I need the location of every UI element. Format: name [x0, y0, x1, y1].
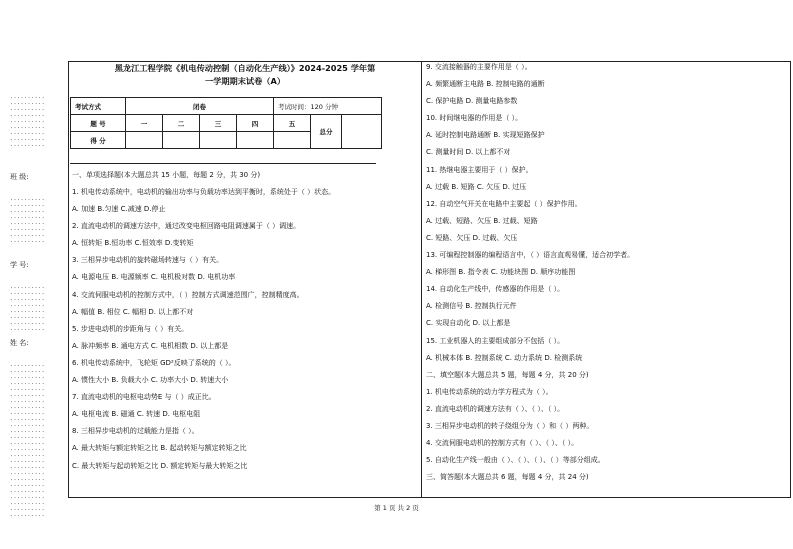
exam-title [70, 62, 420, 88]
score-table [70, 97, 382, 149]
title-line-1: 黑龙江工程学院《机电传动控制（自动化生产线）》2024-2025 学年第 [114, 63, 376, 73]
question-line: 1. 机电传动系统的动力学方程式为（ ）。 [426, 387, 553, 396]
binding-dots-top: .......... .......... .......... .......... .......... .......... .......... .......... .......... [10, 94, 46, 148]
section-rule [70, 163, 376, 164]
question-line: 5. 步进电动机的步距角与（ ）有关。 [72, 324, 189, 333]
question-line: 7. 直流电动机的电枢电动势E 与（ ）成正比。 [72, 393, 216, 402]
question-line: A. 梯形图 B. 指令表 C. 功能块图 D. 顺序功能图 [426, 268, 576, 277]
column-1: 一 [126, 115, 163, 132]
question-line: 6. 机电传动系统中，飞轮矩 GD²反映了系统的（ ）。 [72, 358, 236, 367]
question-line: 4. 交流伺服电动机的控制方式有（ ）、（ ）、（ ）。 [426, 439, 579, 448]
question-line: A. 幅值 B. 相位 C. 幅相 D. 以上都不对 [72, 307, 194, 316]
question-line: A. 过载 B. 短路 C. 欠压 D. 过压 [426, 182, 527, 191]
score-label: 得 分 [71, 132, 126, 149]
question-line: 4. 交流伺服电动机的控制方式中，（ ）控制方式调速范围广，控制精度高。 [72, 290, 304, 299]
column-4: 四 [237, 115, 274, 132]
column-5: 五 [274, 115, 311, 132]
question-line: A. 最大转矩与额定转矩之比 B. 起动转矩与额定转矩之比 [72, 444, 247, 453]
section-2-heading: 二、填空题(本大题总共 5 题，每题 4 分，共 20 分) [426, 370, 589, 379]
question-line: 2. 直流电动机的调速方法中，通过改变电枢回路电阻调速属于（ ）调速。 [72, 222, 301, 231]
score-cell-1[interactable] [126, 132, 163, 149]
question-line: A. 频繁通断主电路 B. 控制电路的通断 [426, 80, 545, 89]
score-cell-3[interactable] [200, 132, 237, 149]
question-line: A. 检测信号 B. 控制执行元件 [426, 302, 517, 311]
student-id-label: 学 号: [10, 261, 29, 269]
question-line: C. 保护电路 D. 测量电路参数 [426, 97, 518, 106]
question-line: A. 过载、短路、欠压 B. 过载、短路 [426, 216, 538, 225]
exam-time: 考试时间：120 分钟 [274, 98, 382, 115]
column-3: 三 [200, 115, 237, 132]
question-line: 10. 时间继电器的作用是（ ）。 [426, 114, 523, 123]
score-cell-4[interactable] [237, 132, 274, 149]
question-line: C. 测量时间 D. 以上都不对 [426, 148, 511, 157]
question-line: A. 加速 B.匀速 C.减速 D.停止 [72, 205, 166, 214]
question-line: 11. 热继电器主要用于（ ）保护。 [426, 165, 533, 174]
section-3-heading: 三、简答题(本大题总共 6 题，每题 4 分，共 24 分) [426, 473, 589, 482]
page-footer: 第 1 页 共 2 页 [374, 504, 419, 512]
binding-dots-3: .......... .......... .......... .......... .......... .......... .......... .......... [10, 284, 46, 332]
total-label: 总分 [311, 115, 342, 149]
question-line: C. 短路、欠压 D. 过载、欠压 [426, 233, 518, 242]
question-line: 9. 交流接触器的主要作用是（ ）。 [426, 63, 532, 71]
section-1-heading: 一、单项选择题(本大题总共 15 小题，每题 2 分，共 30 分) [72, 171, 261, 179]
binding-dots-bottom: .......... .......... .......... .......... .......... .......... .......... .......... .......... .......... .......... .......... .......... .......... .......... .......... .......... .......... .......... .......... .......... .......... .......... .......... .......... .......... [10, 362, 46, 518]
question-line: 3. 三相异步电动机的旋转磁场转速与（ ）有关。 [72, 256, 224, 265]
question-line: A. 惯性大小 B. 负载大小 C. 功率大小 D. 转速大小 [72, 376, 229, 385]
title-line-2: 一学期期末试卷（A） [204, 76, 286, 86]
question-line: 12. 自动空气开关在电路中主要起（ ）保护作用。 [426, 199, 582, 208]
question-number-label: 题 号 [71, 115, 126, 132]
question-line: C. 实现自动化 D. 以上都是 [426, 319, 511, 328]
score-cell-5[interactable] [274, 132, 311, 149]
total-score-cell[interactable] [342, 115, 382, 149]
left-column [72, 167, 412, 475]
question-line: C. 最大转矩与起动转矩之比 D. 额定转矩与最大转矩之比 [72, 461, 248, 470]
question-line: A. 脉冲频率 B. 通电方式 C. 电机相数 D. 以上都是 [72, 341, 229, 350]
class-label: 班 级: [10, 173, 29, 181]
question-line: 15. 工业机器人的主要组成部分不包括（ ）。 [426, 336, 565, 345]
column-2: 二 [163, 115, 200, 132]
question-line: 14. 自动化生产线中，传感器的作用是（ ）。 [426, 285, 565, 294]
exam-mode-value: 闭卷 [126, 98, 274, 115]
right-column [426, 59, 788, 486]
question-line: 2. 直流电动机的调速方法有（ ）、（ ）、（ ）。 [426, 404, 565, 413]
question-line: 3. 三相异步电动机的转子绕组分为（ ）和（ ）两种。 [426, 421, 594, 430]
question-line: A. 恒转矩 B.恒功率 C.恒效率 D.变转矩 [72, 239, 194, 248]
question-line: A. 延时控制电路通断 B. 实现短路保护 [426, 131, 545, 140]
question-line: 13. 可编程控制器的编程语言中，（ ）语言直观易懂，适合初学者。 [426, 251, 635, 260]
name-label: 姓 名: [10, 339, 29, 347]
question-line: 1. 机电传动系统中，电动机的输出功率与负载功率达到平衡时，系统处于（ ）状态。 [72, 188, 336, 197]
score-cell-2[interactable] [163, 132, 200, 149]
column-divider [421, 61, 422, 498]
question-line: A. 电源电压 B. 电源频率 C. 电机极对数 D. 电机功率 [72, 273, 236, 282]
question-line: 8. 三相异步电动机的过载能力是指（ ）。 [72, 427, 199, 436]
question-line: A. 机械本体 B. 控制系统 C. 动力系统 D. 检测系统 [426, 353, 583, 362]
question-line: 5. 自动化生产线一般由（ ）、（ ）、（ ）、（ ）等部分组成。 [426, 456, 605, 465]
binding-dots-2: .......... .......... .......... .......... .......... .......... .......... .......... [10, 196, 46, 244]
question-line: A. 电枢电流 B. 磁通 C. 转速 D. 电枢电阻 [72, 410, 201, 419]
exam-mode-label: 考试方式 [71, 98, 126, 115]
